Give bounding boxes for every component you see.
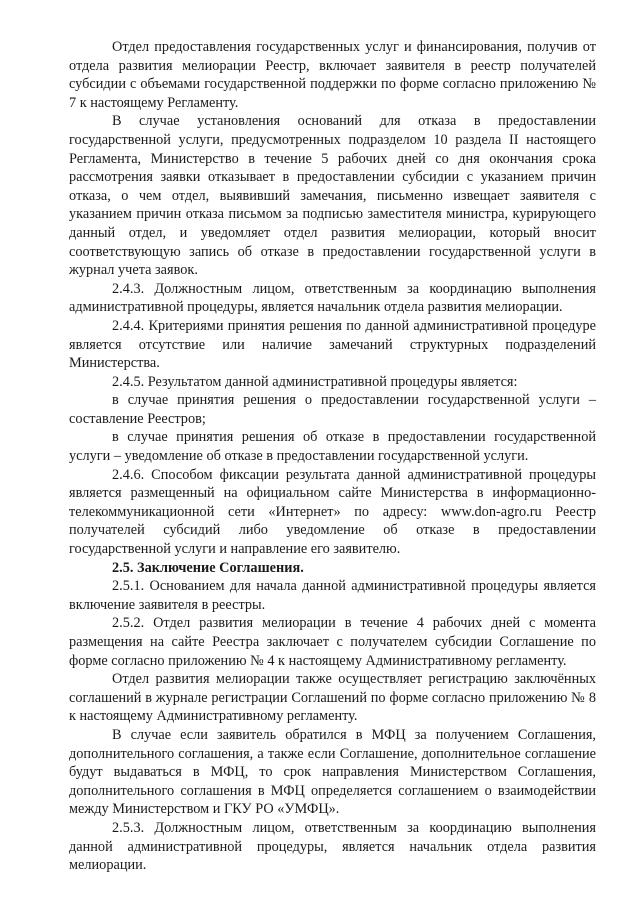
paragraph-result-approval: в случае принятия решения о предоставлении государственной услуги – составление Реестров;: [69, 392, 596, 427]
paragraph-2-5-3: 2.5.3. Должностным лицом, ответственным за координацию выполнения данной административной процедуры, является начальник отдела развития мелиорации.: [69, 819, 596, 874]
section-heading-2-5: 2.5. Заключение Соглашения.: [112, 559, 304, 576]
paragraph-2-4-4: 2.4.4. Критериями принятия решения по данной административной процедуре является отсутствие или наличие замечаний структурных подразделений Министерства.: [69, 317, 596, 372]
paragraph-2-4-6: 2.4.6. Способом фиксации результата данной административной процедуры является размещенный на официальном сайте Министерства в информационно-телекоммуникационной сети «Интернет» по адресу: www.don-agro.ru Реестр получателей субсидий либо уведомление об отказе в предоставлении государственной услуги и направление его заявителю.: [69, 466, 596, 558]
paragraph-2-4-3: 2.4.3. Должностным лицом, ответственным за координацию выполнения административной процедуры, является начальник отдела развития мелиорации.: [69, 280, 596, 316]
paragraph-2-5-1: 2.5.1. Основанием для начала данной административной процедуры является включение заявителя в реестры.: [69, 578, 596, 613]
paragraph-registry-inclusion: Отдел предоставления государственных услуг и финансирования, получив от отдела развития мелиорации Реестр, включает заявителя в реестр получателей субсидии с объемами государственной поддержки по форме согласно приложению № 7 к настоящему Регламенту.: [69, 39, 596, 111]
paragraph-2-4-5: 2.4.5. Результатом данной административной процедуры является:: [112, 373, 518, 390]
paragraph-2-5-2: 2.5.2. Отдел развития мелиорации в течение 4 рабочих дней с момента размещения на сайте Реестра заключает с получателем субсидии Соглашение по форме согласно приложению № 4 к настоящему Административному регламенту.: [69, 615, 596, 669]
paragraph-mfc: В случае если заявитель обратился в МФЦ за получением Соглашения, дополнительного соглашения, а также если Соглашение, дополнительное соглашение будут выдаваться в МФЦ, то срок направления Министерством Соглашения, дополнительного соглашения в МФЦ определяется соглашением о взаимодействии между Министерством и ГКУ РО «УМФЦ».: [69, 726, 596, 818]
paragraph-registration: Отдел развития мелиорации также осуществляет регистрацию заключённых соглашений в журнале регистрации Соглашений по форме согласно приложению № 8 к настоящему Административному регламенту.: [69, 671, 596, 725]
paragraph-refusal-grounds: В случае установления оснований для отказа в предоставлении государственной услуги, предусмотренных подразделом 10 раздела II настоящего Регламента, Министерство в течение 5 рабочих дней со дня окончания срока рассмотрения заявки отказывает в предоставлении субсидии с указанием причин отказа, о чем отдел, выявивший замечания, письменно извещает заявителя с указанием причин отказа письмом за подписью заместителя министра, курирующего данный отдел, и уведомляет отдел развития мелиорации, который вносит соответствующую запись об отказе в предоставлении государственной услуги в журнал учета заявок.: [69, 113, 596, 279]
paragraph-result-refusal: в случае принятия решения об отказе в предоставлении государственной услуги – уведомление об отказе в предоставлении государственной услуги.: [69, 429, 596, 465]
